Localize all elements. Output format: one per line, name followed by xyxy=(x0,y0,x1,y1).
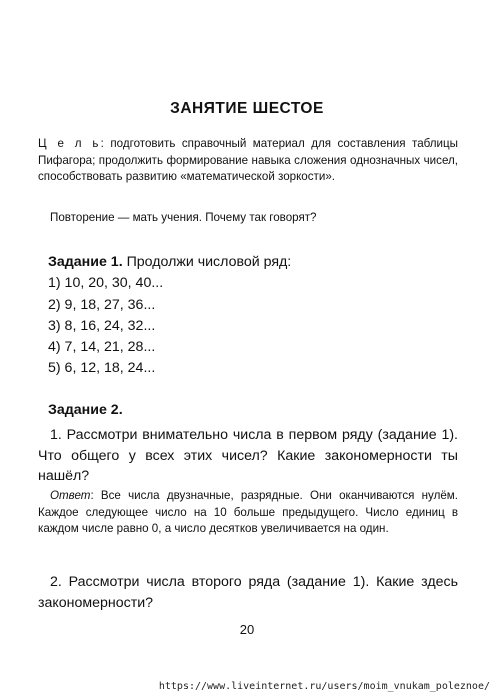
task-1-header xyxy=(48,252,468,273)
goal-text: : подготовить справочный материал для составления таблицы Пифагора; продолжить формирование навыка сложения однозначных чисел, способствовать развитию «математической зоркости». xyxy=(38,137,458,183)
number-series-row: 4) 7, 14, 21, 28... xyxy=(48,339,156,356)
answer-text: : Все числа двузначные, разрядные. Они оканчиваются нулём. Каждое следующее число на 10 больше предыдущего. Число единиц в каждом числе равно 0, а число десятков увеличивается на один. xyxy=(38,489,458,535)
goal-label: Ц е л ь xyxy=(38,137,101,150)
source-watermark: https://www.liveinternet.ru/users/moim_vnukam_poleznoe/ xyxy=(158,681,490,692)
task-2-question-1: 1. Рассмотри внимательно числа в первом ряду (задание 1). Что общего у всех этих чисел? Какие закономерности ты нашёл? xyxy=(38,427,458,484)
lesson-title: ЗАНЯТИЕ ШЕСТОЕ xyxy=(170,100,324,117)
task-1 xyxy=(48,252,468,380)
task-2-question-2: 2. Рассмотри числа второго ряда (задание 1). Какие здесь закономерности? xyxy=(38,574,458,611)
answer-label: Ответ xyxy=(50,489,91,502)
task-1-instruction: Продолжи числовой ряд: xyxy=(122,254,292,270)
task-1-heading: Задание 1. xyxy=(48,254,123,270)
number-series-row: 3) 8, 16, 24, 32... xyxy=(48,317,156,334)
number-series-row: 1) 10, 20, 30, 40... xyxy=(48,275,164,292)
number-series-row: 2) 9, 18, 27, 36... xyxy=(48,296,156,313)
repeat-line: Повторение — мать учения. Почему так говорят? xyxy=(50,211,317,224)
number-series-row: 5) 6, 12, 18, 24... xyxy=(48,360,156,377)
page-number: 20 xyxy=(239,622,255,637)
task-2-heading: Задание 2. xyxy=(48,402,123,418)
task-2-answer xyxy=(38,488,458,538)
lesson-goal-paragraph xyxy=(38,136,458,186)
